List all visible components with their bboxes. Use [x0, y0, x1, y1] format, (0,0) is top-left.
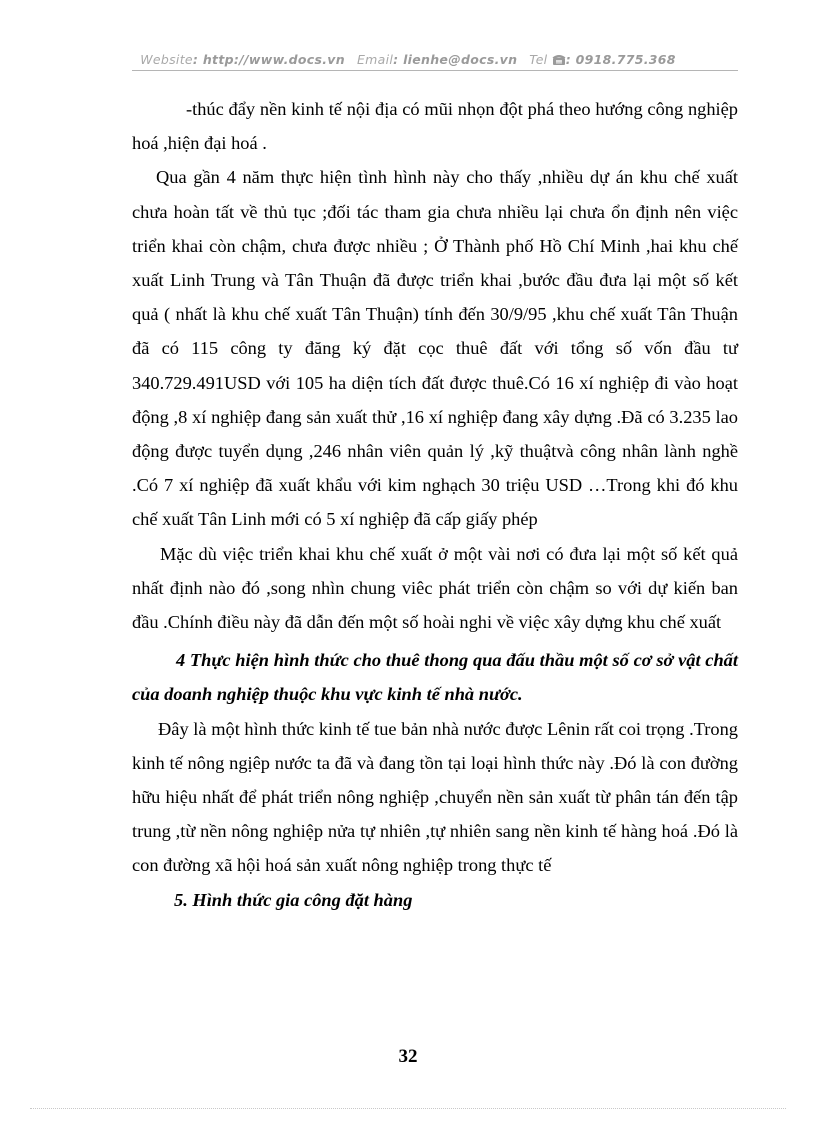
website-label: Website — [140, 52, 193, 67]
footer-divider — [30, 1108, 786, 1109]
email-label: Email — [356, 52, 394, 67]
email-value: : lienhe@docs.vn — [393, 52, 518, 67]
paragraph-3: Mặc dù việc triển khai khu chế xuất ở một vài nơi có đưa lại một số kết quả nhất định nào đó ,song nhìn chung viêc phát triển còn chậm so với dự kiến ban đầu .Chính điều này đã dẫn đến một số hoài nghi về việc xây dựng khu chế xuất — [132, 543, 738, 633]
paragraph-2: Qua gần 4 năm thực hiện tình hình này cho thấy ,nhiều dự án khu chế xuất chưa hoàn tất về thủ tục ;đối tác tham gia chưa nhiều lại chưa ổn định nên việc triển khai còn chậm, chưa được nhiều ; Ở Thành phố Hồ Chí Minh ,hai khu chế xuất Linh Trung và Tân Thuận đã được triển khai ,bước đầu đưa lại một số kết quả ( nhất là khu chế xuất Tân Thuận) tính đến 30/9/95 ,khu chế xuất Tân Thuận đã có 115 công ty đăng ký đặt cọc thuê đất với tổng số vốn đầu tư 340.729.491USD với 105 ha diện tích đất được thuê.Có 16 xí nghiệp đi vào hoạt động ,8 xí nghiệp đang sản xuất thử ,16 xí nghiệp đang xây dựng .Đã có 3.235 lao động được tuyển dụng ,246 nhân viên quản lý ,kỹ thuậtvà công nhân lành nghề .Có 7 xí nghiệp đã xuất khẩu với kim nghạch 30 triệu USD …Trong khi đó khu chế xuất Tân Linh mới có 5 xí nghiệp đã cấp giấy phép — [132, 167, 738, 530]
page-number: 32 — [398, 1046, 418, 1067]
tel-value: : 0918.775.368 — [565, 52, 676, 67]
section-heading-4: 4 Thực hiện hình thức cho thuê thong qua đấu thầu một số cơ sở vật chất của doanh nghiệp thuộc khu vực kinh tế nhà nước. — [132, 650, 738, 705]
paragraph-1: -thúc đẩy nền kinh tế nội địa có mũi nhọn đột phá theo hướng công nghiệp hoá ,hiện đại hoá . — [132, 99, 738, 154]
paragraph-4: Đây là một hình thức kinh tế tue bản nhà nước được Lênin rất coi trọng .Trong kinh tế nông ngịêp nước ta đã và đang tồn tại loại hình thức này .Đó là con đường hữu hiệu nhất để phát triển nông nghiệp ,chuyển nền sản xuất từ phân tán đến tập trung ,từ nền nông nghiệp nửa tự nhiên ,tự nhiên sang nền kinh tế hàng hoá .Đó là con đường xã hội hoá sản xuất nông nghiệp trong thực tế — [132, 718, 738, 876]
page-header — [0, 52, 816, 69]
phone-icon — [552, 53, 566, 69]
section-heading-5: 5. Hình thức gia công đặt hàng — [174, 889, 413, 910]
tel-label: Tel — [529, 52, 548, 67]
header-divider — [132, 70, 738, 71]
website-value: : http://www.docs.vn — [192, 52, 345, 67]
body-text — [132, 92, 738, 917]
